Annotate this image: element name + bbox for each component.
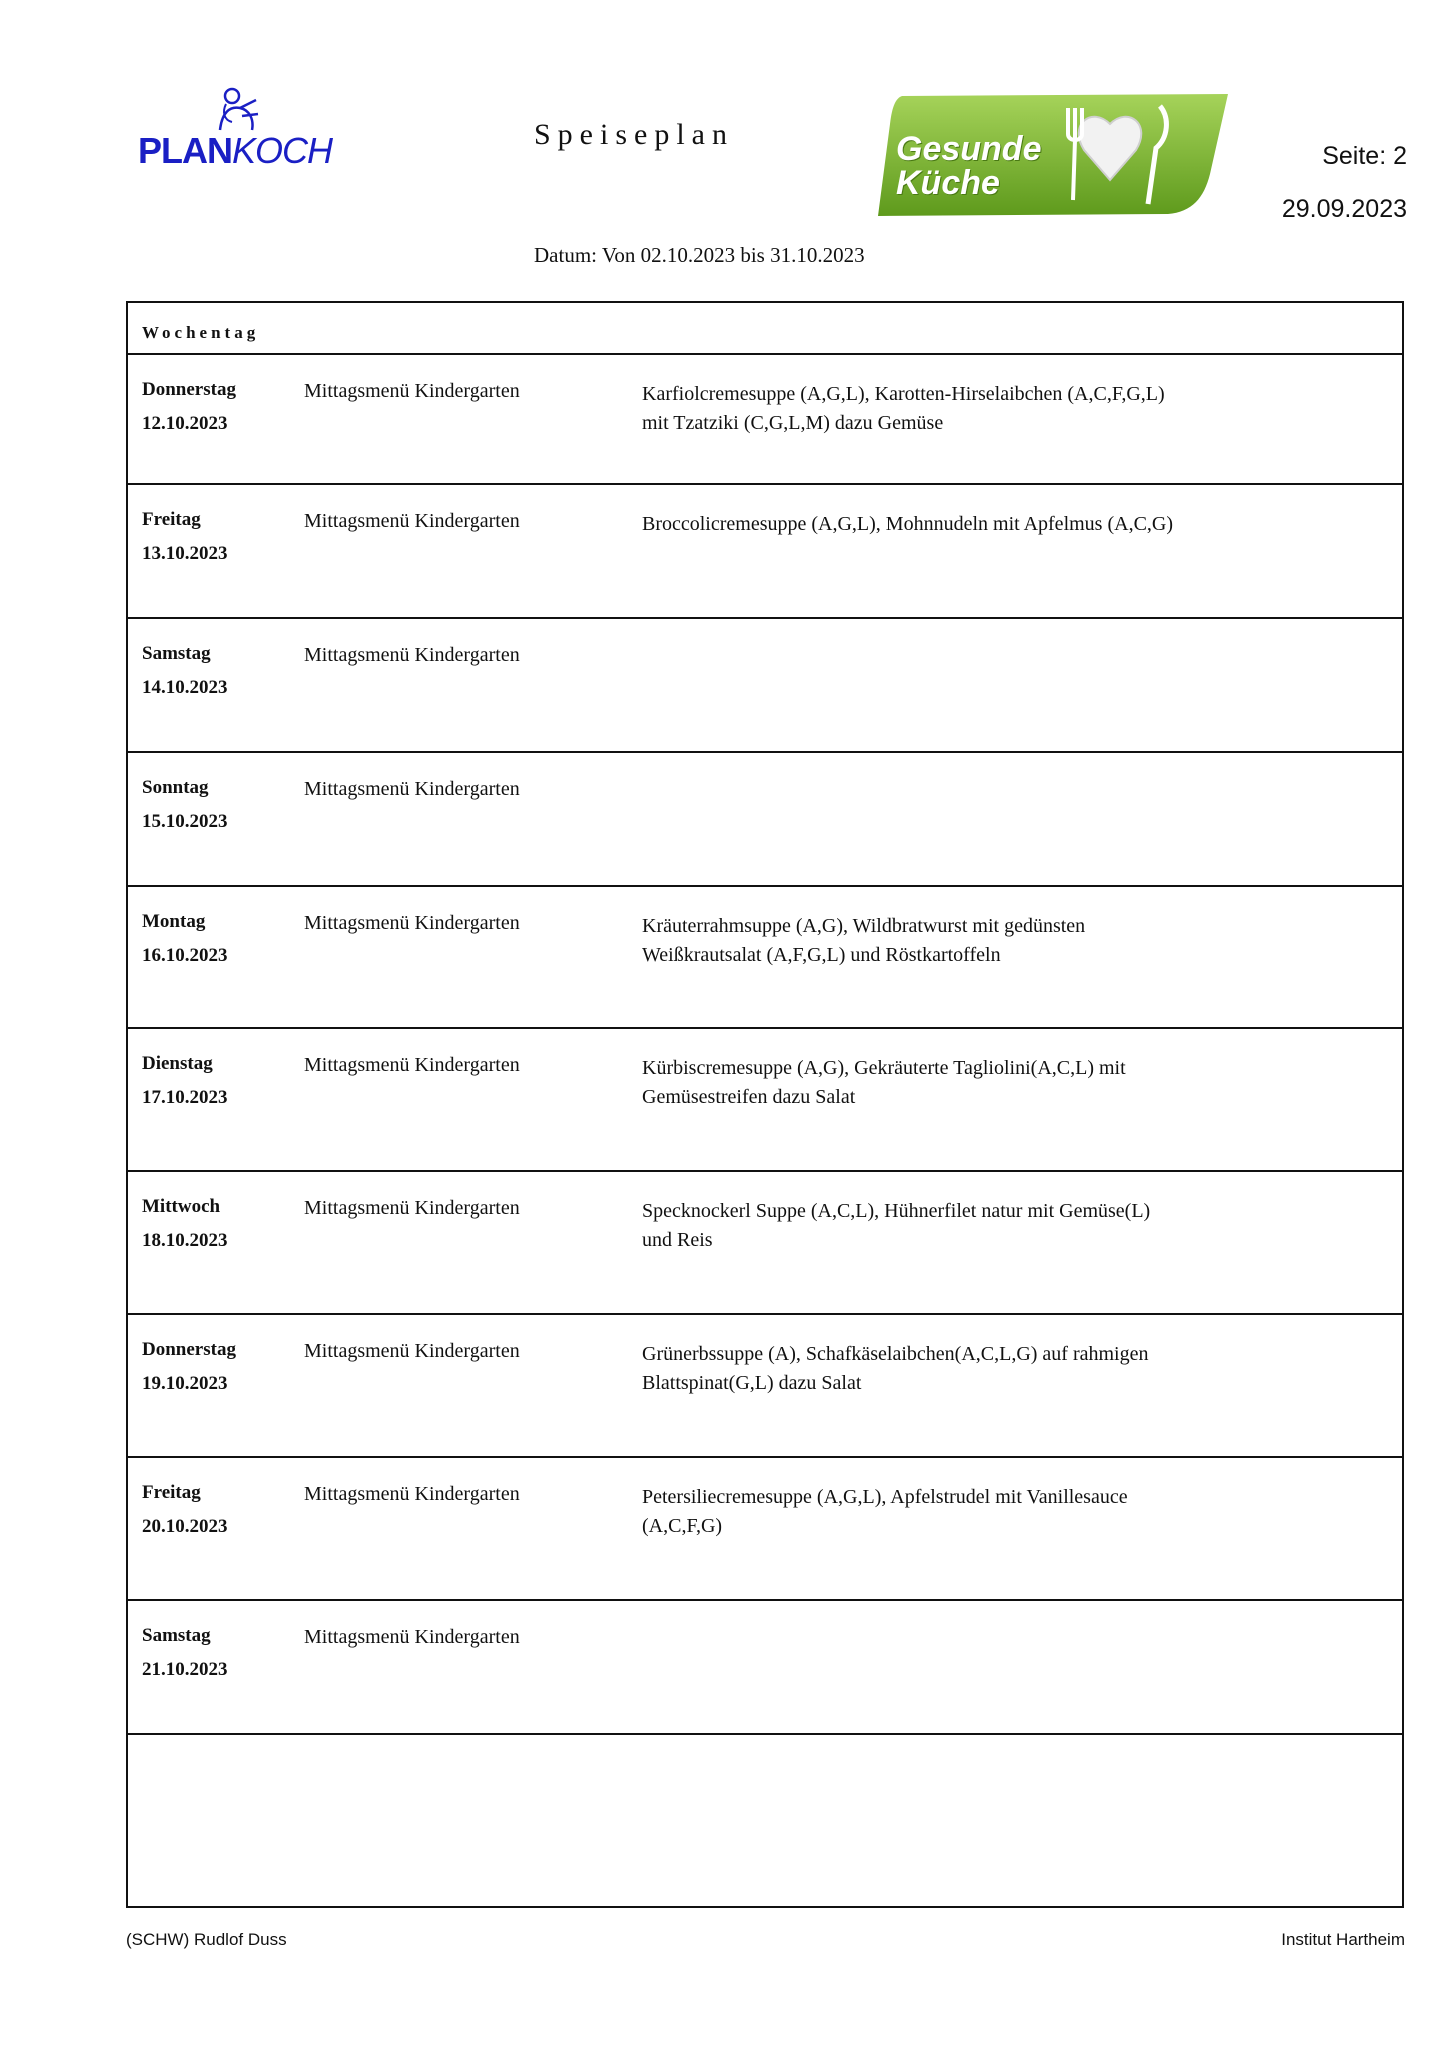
weekday: Freitag bbox=[142, 509, 201, 530]
weekday: Donnerstag bbox=[142, 1339, 236, 1360]
dish-description: Grünerbssuppe (A), Schafkäselaibchen(A,C,L,G) auf rahmigen Blattspinat(G,L) dazu Salat bbox=[642, 1343, 1149, 1394]
menu-type: Mittagsmenü Kindergarten bbox=[304, 1626, 520, 1648]
date: 15.10.2023 bbox=[142, 811, 228, 832]
table-row bbox=[128, 753, 1402, 887]
gesunde-kueche-logo bbox=[878, 94, 1228, 216]
date-range: Datum: Von 02.10.2023 bis 31.10.2023 bbox=[534, 243, 865, 267]
table-row bbox=[128, 1315, 1402, 1458]
dish-description: Kräuterrahmsuppe (A,G), Wildbratwurst mit gedünsten Weißkrautsalat (A,F,G,L) und Röstkartoffeln bbox=[642, 915, 1086, 966]
dish-description: Kürbiscremesuppe (A,G), Gekräuterte Tagliolini(A,C,L) mit Gemüsestreifen dazu Salat bbox=[642, 1057, 1126, 1108]
table-row bbox=[128, 1172, 1402, 1315]
print-date: 29.09.2023 bbox=[1281, 195, 1407, 223]
menu-type: Mittagsmenü Kindergarten bbox=[304, 644, 520, 666]
table-row bbox=[128, 619, 1402, 753]
table-header-weekday: Wochentag bbox=[128, 303, 1402, 355]
weekday: Mittwoch bbox=[142, 1196, 221, 1217]
date: 19.10.2023 bbox=[142, 1373, 228, 1394]
date: 14.10.2023 bbox=[142, 677, 228, 698]
date: 16.10.2023 bbox=[142, 945, 228, 966]
menu-type: Mittagsmenü Kindergarten bbox=[304, 1483, 520, 1505]
table-row bbox=[128, 485, 1402, 619]
gesunde-kueche-wordmark: Gesunde Küche bbox=[896, 130, 1042, 202]
menu-type: Mittagsmenü Kindergarten bbox=[304, 380, 520, 402]
table-row bbox=[128, 1029, 1402, 1172]
date: 20.10.2023 bbox=[142, 1516, 228, 1537]
table-row bbox=[128, 1601, 1402, 1735]
date: 12.10.2023 bbox=[142, 413, 228, 434]
page-title: Speiseplan bbox=[534, 118, 734, 151]
footer-institute: Institut Hartheim bbox=[1281, 1930, 1405, 1949]
dish-description: Petersiliecremesuppe (A,G,L), Apfelstrudel mit Vanillesauce (A,C,F,G) bbox=[642, 1486, 1128, 1537]
menu-type: Mittagsmenü Kindergarten bbox=[304, 912, 520, 934]
table-row bbox=[128, 887, 1402, 1029]
weekday: Sonntag bbox=[142, 777, 209, 798]
chef-figure-icon bbox=[212, 86, 262, 134]
weekday: Donnerstag bbox=[142, 379, 236, 400]
plankoch-wordmark: PLANKOCH bbox=[138, 130, 333, 171]
menu-type: Mittagsmenü Kindergarten bbox=[304, 510, 520, 532]
weekday: Freitag bbox=[142, 1482, 201, 1503]
weekday: Dienstag bbox=[142, 1053, 213, 1074]
menu-table bbox=[126, 301, 1404, 1908]
dish-description: Karfiolcremesuppe (A,G,L), Karotten-Hirselaibchen (A,C,F,G,L) mit Tzatziki (C,G,L,M) dazu Gemüse bbox=[642, 383, 1165, 434]
footer-author: (SCHW) Rudlof Duss bbox=[126, 1930, 287, 1949]
plankoch-logo bbox=[138, 86, 338, 170]
menu-type: Mittagsmenü Kindergarten bbox=[304, 1340, 520, 1362]
weekday: Samstag bbox=[142, 643, 211, 664]
dish-description: Specknockerl Suppe (A,C,L), Hühnerfilet natur mit Gemüse(L) und Reis bbox=[642, 1200, 1151, 1251]
date: 21.10.2023 bbox=[142, 1659, 228, 1680]
date: 18.10.2023 bbox=[142, 1230, 228, 1251]
menu-type: Mittagsmenü Kindergarten bbox=[304, 1054, 520, 1076]
weekday: Montag bbox=[142, 911, 206, 932]
dish-description: Broccolicremesuppe (A,G,L), Mohnnudeln mit Apfelmus (A,C,G) bbox=[642, 513, 1174, 535]
menu-type: Mittagsmenü Kindergarten bbox=[304, 778, 520, 800]
table-row bbox=[128, 355, 1402, 485]
menu-type: Mittagsmenü Kindergarten bbox=[304, 1197, 520, 1219]
date: 13.10.2023 bbox=[142, 543, 228, 564]
date: 17.10.2023 bbox=[142, 1087, 228, 1108]
page-number: Seite: 2 bbox=[1322, 142, 1407, 170]
weekday: Samstag bbox=[142, 1625, 211, 1646]
table-row bbox=[128, 1458, 1402, 1601]
